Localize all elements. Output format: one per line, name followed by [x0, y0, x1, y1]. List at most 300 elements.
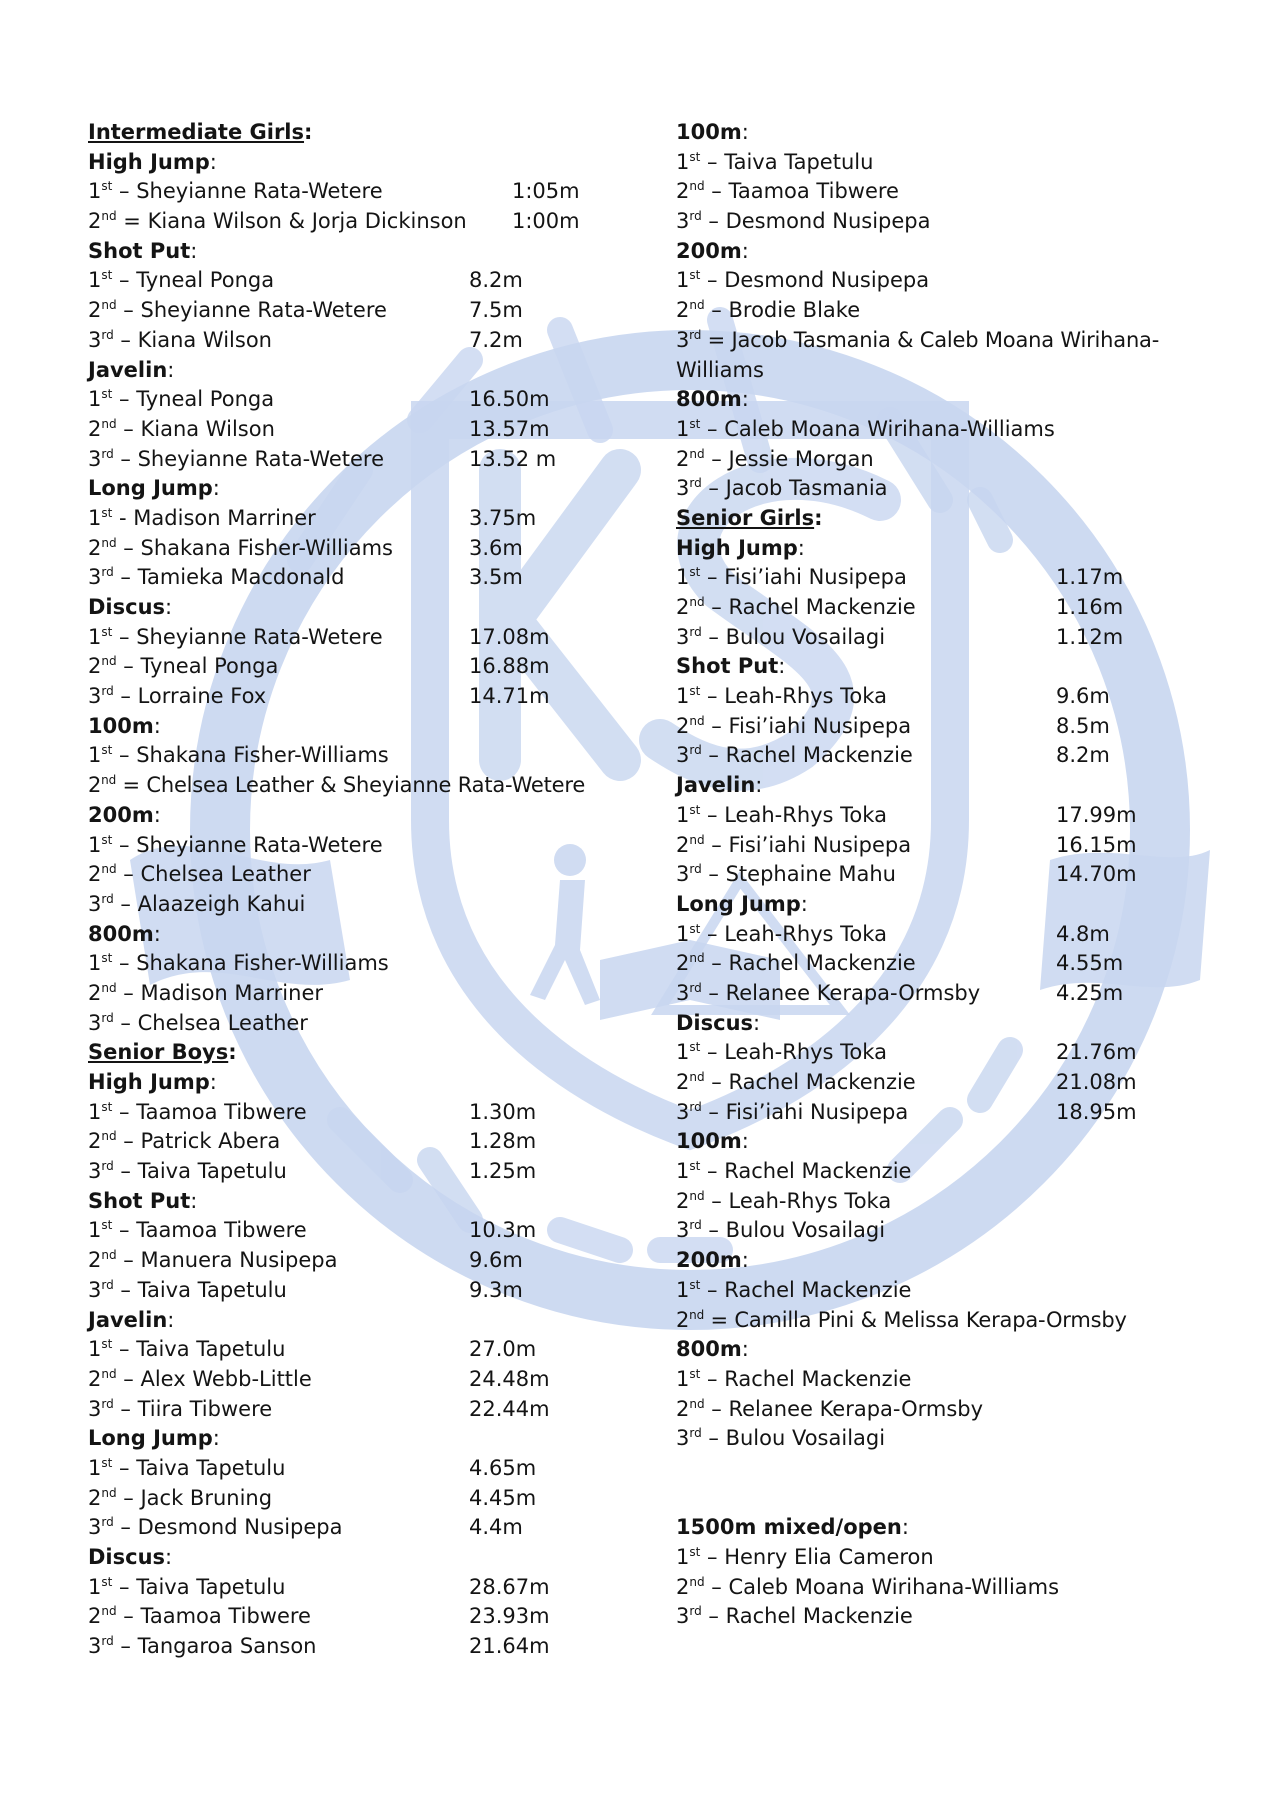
placing-suffix: st: [689, 1159, 701, 1174]
section-heading-text: Senior Girls: [676, 505, 815, 530]
athlete-name: Desmond Nusipepa: [137, 1515, 343, 1540]
separator: –: [707, 1040, 718, 1065]
placing: [676, 1604, 702, 1628]
placing-suffix: nd: [689, 1307, 704, 1322]
athlete-name: Chelsea Leather: [140, 862, 311, 887]
athlete-name: Taiva Tapetulu: [724, 149, 874, 174]
separator: =: [123, 209, 141, 234]
separator: –: [123, 1366, 134, 1391]
result-row: [88, 445, 648, 475]
placing: [676, 328, 701, 352]
athlete-name: Leah-Rhys Toka: [724, 684, 887, 709]
event-name: Shot Put: [88, 1188, 191, 1213]
event-title: 100m:: [88, 713, 161, 738]
result-row: [88, 949, 648, 979]
placing-suffix: nd: [689, 179, 705, 194]
placing-number: 3: [88, 891, 102, 916]
placing: [88, 654, 117, 678]
placing: [676, 209, 702, 233]
result-row: [88, 1484, 648, 1514]
results-column-left: [88, 118, 648, 1662]
event-title: Shot Put:: [676, 654, 786, 679]
placing: [88, 179, 112, 203]
placing-number: 3: [88, 327, 102, 352]
placing: [88, 536, 117, 560]
separator: –: [119, 387, 130, 412]
athlete-name: Fisi’iahi Nusipepa: [725, 1099, 909, 1124]
athlete-name: Jessie Morgan: [728, 446, 874, 471]
placing: [88, 981, 117, 1005]
placing-number: 1: [88, 624, 102, 649]
result-value: 10.3m: [469, 1218, 537, 1243]
placing-number: 1: [88, 1099, 102, 1124]
separator: –: [119, 1337, 130, 1362]
athlete-name: Taamoa Tibwere: [140, 1604, 311, 1629]
result-value: 8.2m: [1056, 743, 1110, 768]
separator: –: [120, 1634, 131, 1659]
event-name: Javelin: [676, 773, 756, 798]
result-value: 4.25m: [1056, 980, 1124, 1005]
separator: –: [119, 951, 130, 976]
athlete-name: Chelsea Leather: [137, 1010, 308, 1035]
result-row: [88, 1602, 648, 1632]
result-row: [676, 1602, 1216, 1632]
athlete-name: Taiva Tapetulu: [137, 1159, 287, 1184]
event-name: High Jump: [88, 149, 210, 174]
result-row: [88, 415, 648, 445]
event-name: 200m: [88, 802, 154, 827]
result-row: [88, 831, 648, 861]
result-value: 1.16m: [1056, 595, 1124, 619]
result-value: 4.8m: [1056, 921, 1110, 946]
placing-suffix: rd: [101, 1515, 114, 1530]
result-value: 21.76m: [1056, 1040, 1137, 1065]
placing-number: 2: [88, 209, 102, 234]
placing-suffix: rd: [101, 684, 114, 699]
event-title: 100m:: [676, 120, 749, 144]
athlete-name: Tyneal Ponga: [140, 654, 279, 679]
event-name: 800m: [676, 1337, 742, 1362]
placing-number: 1: [676, 1545, 690, 1570]
placing: [88, 951, 112, 975]
result-row: [676, 920, 1216, 950]
event-title: 800m:: [88, 921, 161, 946]
athlete-name: Brodie Blake: [728, 298, 861, 323]
placing-number: 2: [676, 1070, 690, 1094]
result-row: [88, 266, 648, 296]
separator: –: [708, 209, 719, 234]
result-row: [88, 1513, 648, 1543]
result-row: [676, 682, 1216, 712]
event-title: High Jump:: [88, 1070, 217, 1094]
athlete-name: Rachel Mackenzie: [728, 1070, 916, 1094]
placing-suffix: st: [101, 1099, 113, 1114]
event-title: Long Jump:: [676, 891, 808, 916]
placing-number: 2: [676, 832, 690, 857]
placing-number: 1: [88, 1574, 102, 1599]
athlete-name: Rachel Mackenzie: [724, 1159, 912, 1184]
placing: [676, 447, 705, 471]
placing-suffix: nd: [101, 980, 117, 995]
placing: [88, 1159, 114, 1183]
athlete-name: Madison Marriner: [140, 980, 323, 1005]
placing: [88, 447, 114, 471]
event-name: 800m: [676, 387, 742, 412]
result-row: [676, 1424, 1216, 1454]
placing-suffix: st: [689, 268, 701, 283]
placing-number: 1: [88, 505, 102, 530]
placing-number: 2: [676, 298, 690, 323]
result-row: [88, 1454, 648, 1484]
placing: [676, 714, 705, 738]
result-row: [88, 1157, 648, 1187]
result-row: [88, 623, 648, 653]
placing-number: 1: [88, 1218, 102, 1243]
event-title: High Jump:: [88, 149, 217, 174]
event-name: Long Jump: [88, 1426, 213, 1451]
separator: –: [119, 1099, 130, 1124]
placing-number: 1: [88, 951, 102, 976]
placing-number: 3: [676, 327, 690, 352]
event-title: 100m:: [676, 1129, 749, 1154]
separator: –: [707, 1277, 718, 1302]
separator: –: [708, 1099, 719, 1124]
separator: –: [711, 951, 722, 976]
placing-suffix: nd: [101, 416, 117, 431]
result-value: 1.17m: [1056, 565, 1124, 590]
separator: –: [120, 684, 131, 709]
athlete-name: Fisi’iahi Nusipepa: [724, 565, 907, 590]
athlete-name: Taiva Tapetulu: [136, 1455, 286, 1480]
placing-number: 3: [676, 1099, 690, 1124]
separator: –: [119, 1455, 130, 1480]
placing: [88, 1456, 112, 1480]
event-name: Shot Put: [676, 654, 779, 679]
event-name: 200m: [676, 238, 742, 263]
athlete-name: Caleb Moana Wirihana-Williams: [724, 416, 1055, 441]
athlete-name: Relanee Kerapa-Ormsby: [728, 1396, 984, 1421]
result-row: [676, 415, 1216, 445]
placing: [88, 684, 114, 708]
placing: [88, 773, 116, 797]
placing-suffix: st: [689, 921, 701, 936]
placing: [88, 506, 112, 530]
placing-suffix: rd: [689, 209, 702, 224]
placing-suffix: nd: [689, 1574, 705, 1589]
result-value: 17.08m: [469, 624, 550, 649]
separator: –: [123, 1604, 134, 1629]
separator: –: [119, 1574, 130, 1599]
separator: –: [120, 1396, 131, 1421]
placing-number: 1: [88, 832, 102, 857]
event-name: Discus: [88, 595, 166, 619]
placing-suffix: nd: [101, 862, 117, 877]
result-row: [676, 860, 1216, 890]
placing-suffix: rd: [689, 476, 702, 491]
event-title: 800m:: [676, 387, 749, 412]
result-value: 1.25m: [469, 1159, 537, 1184]
placing-number: 2: [88, 980, 102, 1005]
placing-number: 1: [88, 1455, 102, 1480]
result-row: [676, 949, 1216, 979]
separator: -: [119, 505, 127, 530]
placing-number: 1: [88, 1337, 102, 1362]
placing: [676, 268, 700, 292]
result-value: 14.71m: [469, 684, 550, 709]
placing: [88, 417, 117, 441]
placing-number: 3: [676, 1218, 690, 1243]
result-row: [88, 1365, 648, 1395]
section-heading: Intermediate Girls:: [88, 120, 313, 144]
separator: –: [707, 921, 718, 946]
separator: –: [123, 980, 134, 1005]
placing-number: 1: [676, 684, 690, 709]
event-name: Javelin: [88, 1307, 168, 1332]
separator: –: [708, 980, 719, 1005]
result-value: 22.44m: [469, 1396, 550, 1421]
separator: –: [707, 1159, 718, 1184]
separator: –: [119, 743, 130, 768]
placing-number: 3: [676, 743, 690, 768]
placing-suffix: st: [689, 1277, 701, 1292]
result-row: [88, 652, 648, 682]
result-value: 9.3m: [469, 1277, 523, 1302]
placing-number: 3: [676, 1604, 690, 1629]
placing-suffix: rd: [101, 1396, 114, 1411]
placing-number: 3: [88, 1159, 102, 1184]
placing-suffix: st: [101, 1574, 113, 1589]
result-row: [88, 1632, 648, 1662]
result-row: [88, 890, 648, 920]
placing: [88, 1100, 112, 1124]
separator: –: [711, 832, 722, 857]
placing-number: 2: [676, 446, 690, 471]
result-row: [88, 207, 648, 237]
result-value: 21.64m: [469, 1634, 550, 1659]
athlete-name: Leah-Rhys Toka: [724, 1040, 887, 1065]
placing: [88, 1278, 114, 1302]
event-title: Shot Put:: [88, 1188, 198, 1213]
result-value: 4.65m: [469, 1455, 537, 1480]
separator: –: [708, 1426, 719, 1451]
placing-number: 2: [88, 1604, 102, 1629]
result-value: 1.28m: [469, 1129, 537, 1154]
separator: –: [123, 535, 134, 560]
separator: –: [123, 416, 134, 441]
result-row: [676, 445, 1216, 475]
result-row: [88, 504, 648, 534]
separator: –: [711, 298, 722, 323]
placing: [88, 1604, 117, 1628]
placing-number: 2: [676, 1188, 690, 1213]
result-row: [676, 296, 1216, 326]
placing-suffix: nd: [101, 1129, 117, 1144]
separator: –: [711, 1070, 722, 1094]
separator: –: [123, 862, 134, 887]
placing: [676, 1545, 700, 1569]
placing-suffix: nd: [689, 595, 705, 609]
result-row: [88, 326, 648, 356]
athlete-name: Tyneal Ponga: [136, 268, 275, 293]
separator: –: [119, 179, 130, 204]
athlete-name: Taamoa Tibwere: [136, 1218, 307, 1243]
result-row: [88, 741, 648, 771]
athlete-name: Leah-Rhys Toka: [728, 1188, 892, 1213]
result-value: 14.70m: [1056, 862, 1137, 887]
separator: –: [707, 268, 718, 293]
placing: [676, 1218, 702, 1242]
results-column-right: [676, 118, 1216, 1632]
placing-suffix: st: [101, 624, 113, 639]
athlete-name: Relanee Kerapa-Ormsby: [725, 980, 981, 1005]
separator: –: [119, 268, 130, 293]
placing-suffix: rd: [689, 1099, 702, 1114]
result-row: [88, 860, 648, 890]
athlete-name: Jack Bruning: [140, 1485, 273, 1510]
result-row: [676, 326, 1216, 356]
event-name: 800m: [88, 921, 154, 946]
placing: [88, 1515, 114, 1539]
placing: [676, 833, 705, 857]
result-row: [88, 296, 648, 326]
placing: [88, 387, 112, 411]
result-row: [88, 385, 648, 415]
placing-suffix: nd: [689, 713, 705, 728]
placing-suffix: st: [689, 802, 701, 817]
placing: [88, 743, 112, 767]
placing: [88, 1397, 114, 1421]
placing-suffix: st: [101, 951, 113, 966]
separator: –: [708, 862, 719, 887]
placing-number: 1: [676, 802, 690, 827]
result-row: [88, 1098, 648, 1128]
placing-number: 1: [676, 149, 690, 174]
placing: [676, 476, 702, 500]
placing-suffix: st: [101, 387, 113, 402]
placing-number: 3: [676, 209, 690, 234]
placing-suffix: rd: [689, 980, 702, 995]
result-row: [676, 1573, 1216, 1603]
result-value: 28.67m: [469, 1574, 550, 1599]
separator: –: [119, 1218, 130, 1243]
placing-suffix: st: [689, 565, 701, 580]
event-name: 100m: [676, 120, 742, 144]
placing-number: 3: [676, 980, 690, 1005]
athlete-name: Sheyianne Rata-Wetere: [136, 624, 383, 649]
placing-suffix: rd: [689, 624, 702, 639]
separator: –: [120, 446, 131, 471]
placing: [676, 1397, 705, 1421]
placing-number: 2: [88, 654, 102, 679]
placing: [88, 1634, 114, 1658]
result-row: [88, 979, 648, 1009]
placing: [676, 1189, 705, 1213]
result-row: [88, 563, 648, 593]
athlete-name: Bulou Vosailagi: [725, 1218, 886, 1243]
separator: –: [711, 713, 722, 738]
continuation-text: [676, 356, 1216, 386]
separator: –: [707, 149, 718, 174]
separator: –: [711, 595, 722, 619]
event-name: 1500m mixed/open: [676, 1515, 902, 1540]
result-row: [676, 1543, 1216, 1573]
placing-suffix: nd: [101, 298, 117, 313]
placing: [676, 565, 700, 589]
placing: [676, 417, 700, 441]
athlete-name: Patrick Abera: [140, 1129, 281, 1154]
separator: –: [707, 1366, 718, 1391]
athlete-name: Leah-Rhys Toka: [724, 802, 887, 827]
result-row: [676, 712, 1216, 742]
placing: [676, 150, 700, 174]
separator: –: [123, 1129, 134, 1154]
result-value: 16.50m: [469, 387, 550, 412]
separator: –: [707, 802, 718, 827]
placing-number: 2: [676, 595, 690, 619]
result-row: [676, 563, 1216, 593]
placing-suffix: rd: [101, 891, 114, 906]
result-value: 4.45m: [469, 1485, 537, 1510]
athlete-name: Shakana Fisher-Williams: [136, 951, 389, 976]
athlete-name: Lorraine Fox: [137, 684, 267, 709]
placing-number: 1: [676, 1159, 690, 1184]
result-row: [88, 1395, 648, 1425]
separator: –: [120, 327, 131, 352]
separator: –: [707, 565, 718, 590]
separator: –: [707, 684, 718, 709]
placing-suffix: nd: [689, 951, 705, 966]
placing-number: 1: [88, 268, 102, 293]
placing-suffix: nd: [101, 1604, 117, 1619]
result-row: [676, 177, 1216, 207]
placing-suffix: st: [101, 179, 113, 194]
athlete-name: Taiva Tapetulu: [136, 1337, 286, 1362]
placing-suffix: rd: [689, 1604, 702, 1619]
placing-number: 2: [676, 713, 690, 738]
result-value: 4.4m: [469, 1515, 523, 1540]
athlete-name: Sheyianne Rata-Wetere: [136, 832, 383, 857]
placing-number: 1: [676, 416, 690, 441]
athlete-name: Desmond Nusipepa: [724, 268, 930, 293]
result-value: 23.93m: [469, 1604, 550, 1629]
placing-suffix: nd: [689, 298, 705, 313]
separator: –: [123, 1248, 134, 1273]
result-value: 3.6m: [469, 535, 523, 560]
separator: –: [711, 1574, 722, 1599]
placing-suffix: st: [101, 743, 113, 758]
result-row: [88, 1335, 648, 1365]
result-row: [676, 1098, 1216, 1128]
placing: [676, 1040, 700, 1064]
placing: [88, 892, 114, 916]
result-value: 13.57m: [469, 416, 550, 441]
placing: [88, 1367, 117, 1391]
placing-suffix: st: [101, 1218, 113, 1233]
result-value: 1:00m: [512, 209, 580, 234]
result-value: 24.48m: [469, 1366, 550, 1391]
placing: [676, 1426, 702, 1450]
separator: –: [120, 1515, 131, 1540]
athlete-name: Alaazeigh Kahui: [137, 891, 306, 916]
separator: =: [122, 773, 140, 798]
placing-number: 1: [88, 179, 102, 204]
placing-number: 2: [88, 1129, 102, 1154]
separator: –: [708, 743, 719, 768]
placing-number: 2: [676, 179, 690, 204]
placing-suffix: rd: [101, 446, 114, 461]
athlete-name: Fisi’iahi Nusipepa: [728, 713, 912, 738]
event-title: 200m:: [676, 1248, 749, 1273]
